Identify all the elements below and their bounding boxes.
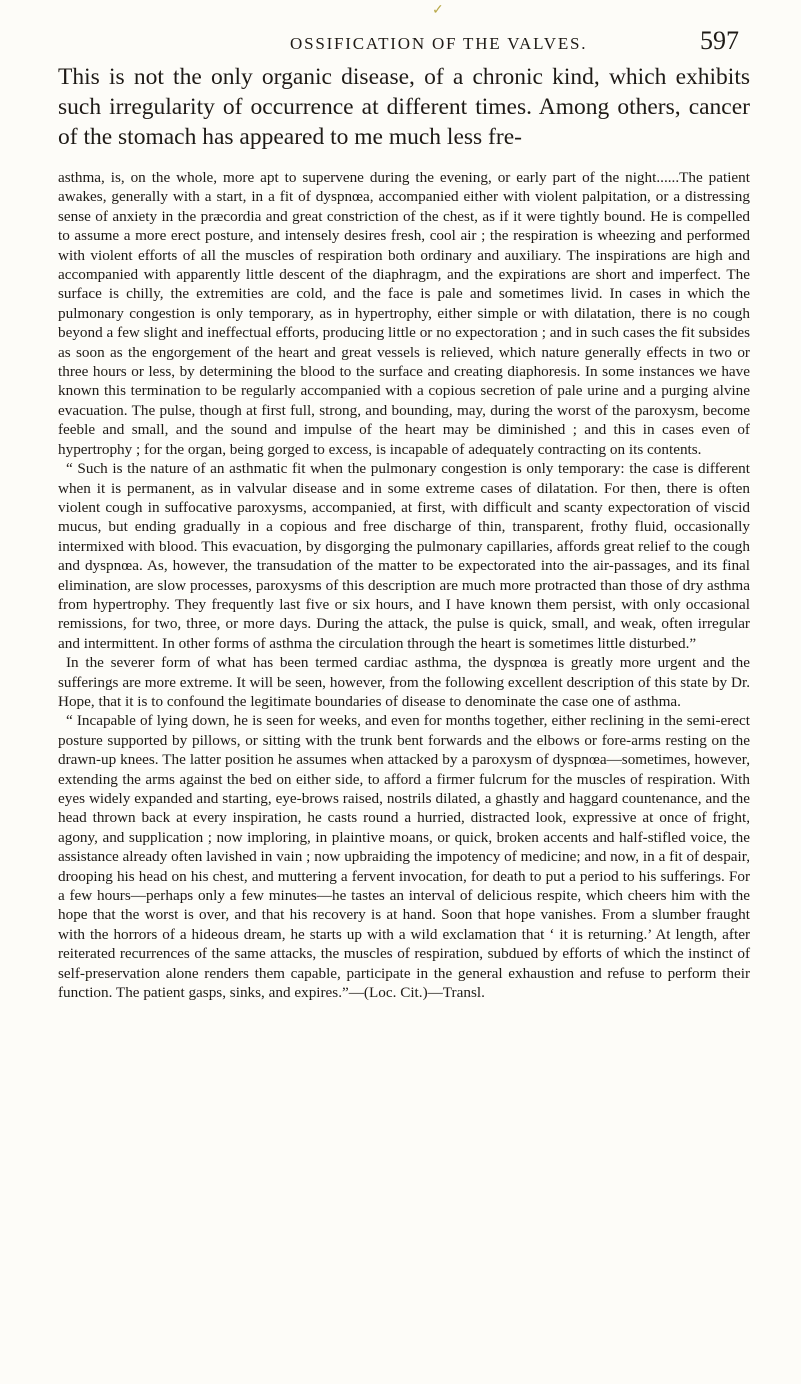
page-number: 597	[700, 26, 739, 55]
extract-paragraph-3: In the severer form of what has been termed cardiac asthma, the dyspnœa is greatly more urgent and the sufferings are more extreme. It will be seen, however, from the following excellent description of this state by Dr. Hope, that it is to confound the legitimate boundaries of disease to denominate the case one of asthma.	[58, 654, 750, 710]
quoted-extract	[58, 168, 750, 1002]
extract-paragraph-2: “ Such is the nature of an asthmatic fit when the pulmonary congestion is only temporary: the case is different when it is permanent, as in valvular disease and in some extreme cases of dilatation. For then, there is often violent cough in suffocative paroxysms, accompanied, at first, with difficult and scanty expectoration of viscid mucus, but ending gradually in a copious and free discharge of thin, transparent, frothy fluid, occasionally intermixed with blood. This evacuation, by disgorging the pulmonary capillaries, affords great relief to the cough and dyspnœa. As, however, the transudation of the matter to be expectorated into the air-passages, and its final elimination, are slow processes, paroxysms of this description are much more protracted than those of dry asthma from hypertrophy. They frequently last five or six hours, and I have known them persist, with only occasional remissions, for two, three, or more days. During the attack, the pulse is quick, small, and weak, often irregular and intermittent. In other forms of asthma the circulation through the heart is sometimes little disturbed.”	[58, 460, 750, 652]
extract-paragraph-4: “ Incapable of lying down, he is seen for weeks, and even for months together, either reclining in the semi-erect posture supported by pillows, or sitting with the trunk bent forwards and the elbows or fore-arms resting on the drawn-up knees. The latter position he assumes when attacked by a paroxysm of dyspnœa—sometimes, however, extending the arms against the bed on either side, to afford a firmer fulcrum for the muscles of respiration. With eyes widely expanded and starting, eye-brows raised, nostrils dilated, a ghastly and haggard countenance, and the head thrown back at every inspiration, he casts round a hurried, distracted look, expressive at once of fright, agony, and supplication ; now imploring, in plaintive moans, or quick, broken accents and half-stifled voice, the assistance already often lavished in vain ; now upbraiding the impotency of medicine; and now, in a fit of despair, drooping his head on his chest, and muttering a fervent invocation, for death to put a period to his sufferings. For a few hours—perhaps only a few minutes—he tastes an interval of delicious respite, which cheers him with the hope that the worst is over, and that his recovery is at hand. Soon that hope vanishes. From a slumber fraught with the horrors of a hideous dream, he starts up with a wild exclamation that ‘ it is returning.’ At length, after reiterated recurrences of the same attacks, the muscles of respiration, subdued by efforts of which the instinct of self-preservation alone renders them capable, participate in the general exhaustion and refuse to perform their function. The patient gasps, sinks, and expires.”—(Loc. Cit.)—Transl.	[58, 712, 750, 1002]
lead-paragraph: This is not the only organic disease, of a chronic kind, which exhibits such irregularity of occurrence at different times. Among others, cancer of the stomach has appeared to me much less fre-	[58, 64, 750, 150]
extract-paragraph-1: asthma, is, on the whole, more apt to supervene during the evening, or early part of the night......The patient awakes, generally with a start, in a fit of dyspnœa, accompanied either with violent palpitation, or a distressing sense of anxiety in the præcordia and great constriction of the chest, as if it were tightly bound. He is compelled to assume a more erect posture, and intensely desires fresh, cool air ; the respiration is wheezing and performed with violent efforts of all the muscles of respiration both ordinary and auxiliary. The inspirations are high and accompanied with apparently little descent of the diaphragm, and the expirations are short and imperfect. The surface is chilly, the extremities are cold, and the face is pale and sometimes livid. In cases in which the pulmonary congestion is only temporary, as in hypertrophy, either simple or with dilatation, there is no cough beyond a few slight and ineffectual efforts, producing little or no expectoration ; and in such cases the fit subsides as soon as the engorgement of the heart and great vessels is relieved, which nature generally effects in two or three hours or less, by determining the blood to the surface and creating diaphoresis. In some instances we have known this termination to be regularly accompanied with a copious secretion of pale urine and a purging alvine evacuation. The pulse, though at first full, strong, and bounding, may, during the worst of the paroxysm, become feeble and small, and the sound and impulse of the heart may be diminished ; and this in cases even of hypertrophy ; for the organ, being gorged to excess, is incapable of adequately contracting on its contents.	[58, 169, 750, 458]
pencil-check-mark-icon: ✓	[432, 3, 444, 18]
running-title: OSSIFICATION OF THE VALVES.	[290, 34, 588, 53]
running-head	[0, 22, 801, 58]
